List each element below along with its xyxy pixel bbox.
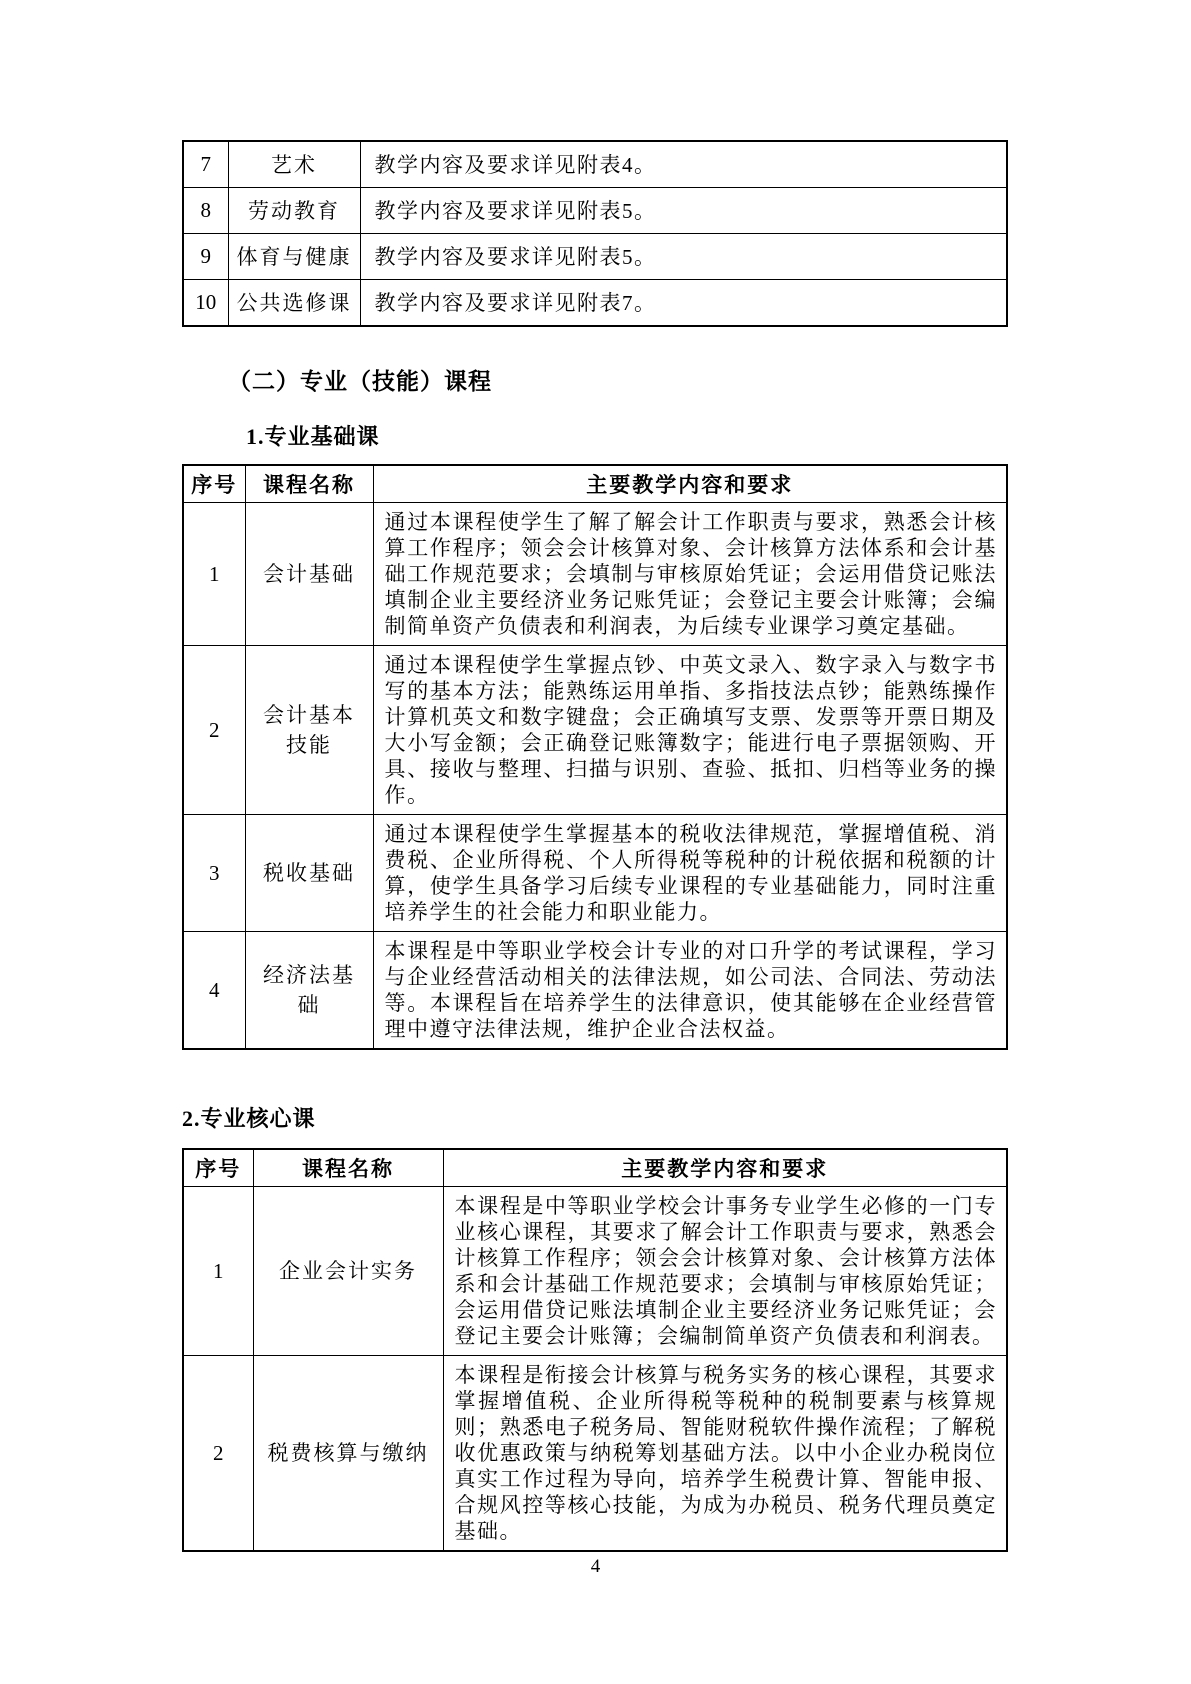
table-header-row	[183, 1149, 1007, 1187]
section-heading: （二）专业（技能）课程	[228, 369, 492, 394]
row-number-cell: 8	[183, 188, 228, 234]
basic-courses-table	[182, 464, 1008, 1050]
row-number-cell: 9	[183, 234, 228, 280]
course-name-cell: 劳动教育	[228, 188, 360, 234]
course-name-cell: 艺术	[228, 141, 360, 188]
course-desc-cell: 通过本课程使学生掌握基本的税收法律规范，掌握增值税、消费税、企业所得税、个人所得税等税种的计税依据和税额的计算，使学生具备学习后续专业课程的专业基础能力，同时注重培养学生的社会能力和职业能力。	[373, 815, 1007, 932]
course-desc-cell: 教学内容及要求详见附表5。	[360, 234, 1007, 280]
course-name-cell: 会计基础	[245, 503, 373, 646]
course-desc-cell: 通过本课程使学生了解了解会计工作职责与要求，熟悉会计核算工作程序；领会会计核算对象、会计核算方法体系和会计基础工作规范要求；会填制与审核原始凭证；会运用借贷记账法填制企业主要经济业务记账凭证；会登记主要会计账簿；会编制简单资产负债表和利润表，为后续专业课学习奠定基础。	[373, 503, 1007, 646]
row-number-cell: 4	[183, 932, 245, 1050]
page-content	[182, 140, 1008, 1552]
page-number: 4	[590, 1556, 601, 1577]
course-name-cell: 经济法基础	[245, 932, 373, 1050]
table-row	[183, 503, 1007, 646]
core-courses-heading: 2.专业核心课	[182, 1106, 316, 1131]
row-number-cell: 10	[183, 280, 228, 327]
col-header-content: 主要教学内容和要求	[373, 465, 1007, 503]
course-desc-cell: 教学内容及要求详见附表7。	[360, 280, 1007, 327]
table-row	[183, 646, 1007, 815]
course-name-cell: 公共选修课	[228, 280, 360, 327]
col-header-no: 序号	[183, 1149, 253, 1187]
course-desc-cell: 教学内容及要求详见附表4。	[360, 141, 1007, 188]
course-name-cell: 企业会计实务	[253, 1187, 443, 1356]
course-name-cell: 税费核算与缴纳	[253, 1356, 443, 1552]
course-name-cell: 税收基础	[245, 815, 373, 932]
public-courses-table	[182, 140, 1008, 327]
course-name-cell: 会计基本技能	[245, 646, 373, 815]
col-header-no: 序号	[183, 465, 245, 503]
table-row	[183, 932, 1007, 1050]
course-name-cell: 体育与健康	[228, 234, 360, 280]
col-header-course-name: 课程名称	[245, 465, 373, 503]
course-desc-cell: 本课程是中等职业学校会计专业的对口升学的考试课程，学习与企业经营活动相关的法律法规，如公司法、合同法、劳动法等。本课程旨在培养学生的法律意识，使其能够在企业经营管理中遵守法律法规，维护企业合法权益。	[373, 932, 1007, 1050]
core-courses-table	[182, 1148, 1008, 1552]
row-number-cell: 1	[183, 1187, 253, 1356]
row-number-cell: 2	[183, 1356, 253, 1552]
course-desc-cell: 本课程是中等职业学校会计事务专业学生必修的一门专业核心课程，其要求了解会计工作职责与要求，熟悉会计核算工作程序；领会会计核算对象、会计核算方法体系和会计基础工作规范要求；会填制与审核原始凭证；会运用借贷记账法填制企业主要经济业务记账凭证；会登记主要会计账簿；会编制简单资产负债表和利润表。	[443, 1187, 1007, 1356]
course-desc-cell: 本课程是衔接会计核算与税务实务的核心课程，其要求掌握增值税、企业所得税等税种的税制要素与核算规则；熟悉电子税务局、智能财税软件操作流程；了解税收优惠政策与纳税筹划基础方法。以中小企业办税岗位真实工作过程为导向，培养学生税费计算、智能申报、合规风控等核心技能，为成为办税员、税务代理员奠定基础。	[443, 1356, 1007, 1552]
table-row	[183, 188, 1007, 234]
row-number-cell: 1	[183, 503, 245, 646]
table-row	[183, 141, 1007, 188]
table-row	[183, 280, 1007, 327]
basic-courses-heading: 1.专业基础课	[246, 424, 380, 449]
col-header-content: 主要教学内容和要求	[443, 1149, 1007, 1187]
course-desc-cell: 教学内容及要求详见附表5。	[360, 188, 1007, 234]
table-row	[183, 234, 1007, 280]
table-row	[183, 815, 1007, 932]
table-header-row	[183, 465, 1007, 503]
col-header-course-name: 课程名称	[253, 1149, 443, 1187]
table-row	[183, 1187, 1007, 1356]
row-number-cell: 2	[183, 646, 245, 815]
row-number-cell: 3	[183, 815, 245, 932]
row-number-cell: 7	[183, 141, 228, 188]
table-row	[183, 1356, 1007, 1552]
course-desc-cell: 通过本课程使学生掌握点钞、中英文录入、数字录入与数字书写的基本方法；能熟练运用单指、多指技法点钞；能熟练操作计算机英文和数字键盘；会正确填写支票、发票等开票日期及大小写金额；会正确登记账簿数字；能进行电子票据领购、开具、接收与整理、扫描与识别、查验、抵扣、归档等业务的操作。	[373, 646, 1007, 815]
